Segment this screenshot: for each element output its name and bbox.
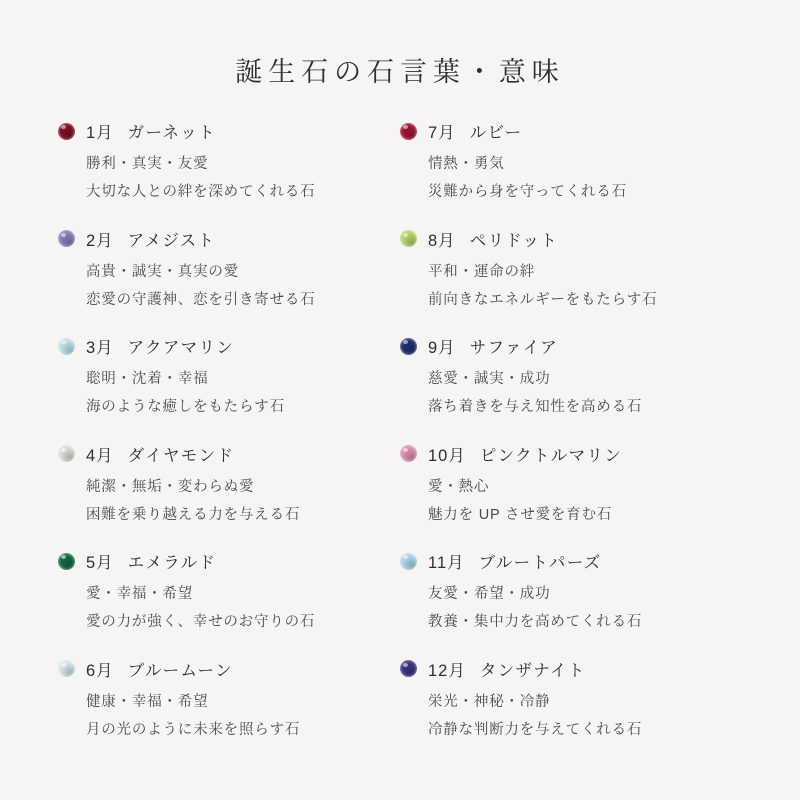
birthstone-entry-header <box>400 119 742 143</box>
birthstone-description-line: 愛・熱心 <box>428 478 490 495</box>
birthstone-month: 7月 <box>428 124 456 142</box>
birthstone-month: 5月 <box>86 554 114 573</box>
birthstone-description-line: 困難を乗り越える力を与える石 <box>86 506 301 523</box>
birthstone-description-line: 栄光・神秘・冷静 <box>428 693 551 710</box>
birthstone-entry <box>400 657 742 745</box>
birthstone-entry-header <box>58 657 400 681</box>
birthstone-description <box>400 365 742 422</box>
birthstone-entry-header <box>400 334 742 358</box>
birthstone-entry <box>400 442 742 530</box>
gemstone-icon <box>400 660 417 677</box>
birthstone-description-line: 平和・運命の絆 <box>428 263 536 280</box>
birthstone-column <box>400 119 742 744</box>
birthstone-month: 8月 <box>428 231 456 250</box>
birthstone-entry-header <box>400 227 742 251</box>
birthstone-month: 10月 <box>428 446 466 465</box>
birthstone-column <box>58 119 400 744</box>
birthstone-description <box>58 473 400 530</box>
birthstone-description-line: 愛の力が強く、幸せのお守りの石 <box>86 614 316 631</box>
birthstone-entry-header <box>400 657 742 681</box>
birthstone-description-line: 海のような癒しをもたらす石 <box>86 399 285 416</box>
birthstone-name: サファイア <box>469 339 558 358</box>
birthstone-description <box>58 365 400 422</box>
birthstone-entry-header <box>58 549 400 573</box>
birthstone-month: 1月 <box>86 124 114 142</box>
birthstone-description-line: 恋愛の守護神、恋を引き寄せる石 <box>86 291 316 308</box>
birthstone-description-line: 教養・集中力を高めてくれる石 <box>428 614 643 631</box>
gemstone-icon <box>58 123 75 140</box>
gemstone-icon <box>58 553 75 570</box>
birthstone-name: ブルートパーズ <box>478 554 602 573</box>
birthstone-month: 6月 <box>86 661 114 680</box>
birthstone-month: 3月 <box>86 339 114 358</box>
birthstone-entry <box>400 227 742 315</box>
birthstone-entry <box>400 119 742 207</box>
birthstone-description-line: 高貴・誠実・真実の愛 <box>86 263 239 280</box>
birthstone-description-line: 愛・幸福・希望 <box>86 586 194 603</box>
birthstone-description <box>400 258 742 315</box>
birthstone-entry <box>400 549 742 637</box>
birthstone-description-line: 慈愛・誠実・成功 <box>428 371 551 388</box>
birthstone-entry <box>58 119 400 207</box>
birthstone-description-line: 前向きなエネルギーをもたらす石 <box>428 291 658 308</box>
birthstone-description <box>58 580 400 637</box>
birthstone-entry-header <box>58 119 400 143</box>
birthstone-description-line: 災難から身を守ってくれる石 <box>428 184 627 201</box>
birthstone-description <box>58 150 400 207</box>
birthstone-name: ペリドット <box>469 231 559 250</box>
birthstone-description-line: 月の光のように未来を照らす石 <box>86 721 301 738</box>
birthstone-description-line: 聡明・沈着・幸福 <box>86 371 209 388</box>
birthstone-entry-header <box>58 334 400 358</box>
gemstone-icon <box>58 230 75 247</box>
birthstone-description <box>400 580 742 637</box>
birthstone-entry <box>58 227 400 315</box>
birthstone-description-line: 冷静な判断力を与えてくれる石 <box>428 721 643 738</box>
birthstone-description-line: 純潔・無垢・変わらぬ愛 <box>86 478 255 495</box>
gemstone-icon <box>400 123 417 140</box>
birthstone-month: 2月 <box>86 231 114 250</box>
birthstone-month: 9月 <box>428 339 456 358</box>
birthstone-month: 4月 <box>86 446 114 465</box>
birthstone-entry <box>58 334 400 422</box>
birthstone-entry-header <box>400 549 742 573</box>
birthstone-entry <box>58 657 400 745</box>
birthstone-month: 12月 <box>428 661 466 680</box>
gemstone-icon <box>58 338 75 355</box>
birthstone-description-line: 勝利・真実・友愛 <box>86 156 209 172</box>
birthstone-name: ルビー <box>469 124 523 142</box>
birthstone-description <box>400 473 742 530</box>
birthstone-name: エメラルド <box>127 554 217 573</box>
birthstone-name: アメジスト <box>127 231 216 250</box>
gemstone-icon <box>400 553 417 570</box>
birthstone-name: ブルームーン <box>127 661 233 680</box>
gemstone-icon <box>58 445 75 462</box>
birthstone-month: 11月 <box>428 554 465 573</box>
birthstone-description <box>58 258 400 315</box>
birthstone-entry-header <box>58 227 400 251</box>
gemstone-icon <box>400 230 417 247</box>
birthstone-name: ピンクトルマリン <box>479 446 623 465</box>
birthstone-name: タンザナイト <box>479 661 586 680</box>
birthstone-name: アクアマリン <box>127 339 235 358</box>
birthstone-entry <box>400 334 742 422</box>
birthstone-description-line: 情熱・勇気 <box>428 156 505 172</box>
birthstone-description-line: 大切な人との絆を深めてくれる石 <box>86 184 316 201</box>
birthstone-description <box>400 688 742 745</box>
gemstone-icon <box>58 660 75 677</box>
birthstone-columns <box>40 119 760 744</box>
birthstone-name: ガーネット <box>127 124 216 142</box>
birthstone-entry-header <box>58 442 400 466</box>
birthstone-entry-header <box>400 442 742 466</box>
birthstone-name: ダイヤモンド <box>127 446 235 465</box>
page-title: 誕生石の石言葉・意味 <box>235 57 565 87</box>
gemstone-icon <box>400 338 417 355</box>
birthstone-description-line: 魅力を UP させ愛を育む石 <box>428 506 613 523</box>
birthstone-entry <box>58 442 400 530</box>
birthstone-description-line: 友愛・希望・成功 <box>428 586 551 603</box>
birthstone-description <box>58 688 400 745</box>
birthstone-description-line: 落ち着きを与え知性を高める石 <box>428 399 643 416</box>
birthstone-description <box>400 150 742 207</box>
gemstone-icon <box>400 445 417 462</box>
birthstone-description-line: 健康・幸福・希望 <box>86 693 209 710</box>
birthstone-entry <box>58 549 400 637</box>
